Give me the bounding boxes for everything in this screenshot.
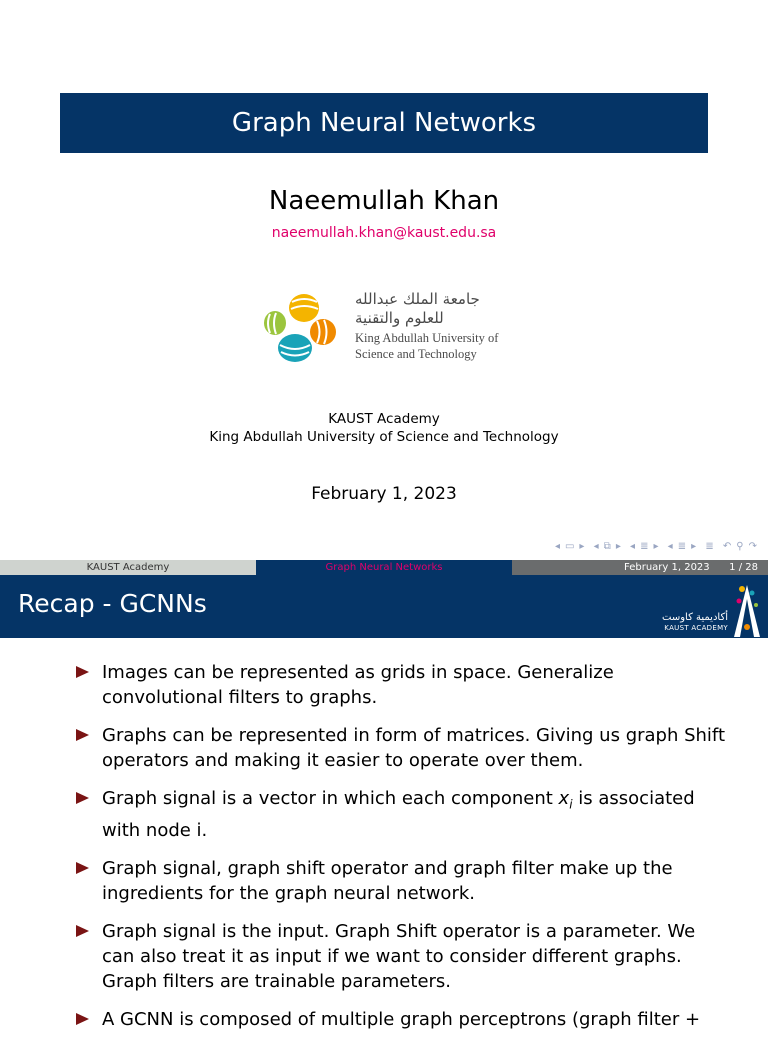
beamer-navigation-bar (553, 541, 760, 552)
presentation-date: February 1, 2023 (311, 484, 457, 504)
section-icon[interactable]: ≣ (640, 541, 650, 552)
frame-title: Recap - GCNNs (18, 589, 207, 618)
back-icon[interactable]: ↶ (722, 541, 733, 552)
bullet-triangle-icon (76, 1013, 89, 1025)
nav-next-doc-icon[interactable]: ▸ (691, 541, 698, 552)
kaust-tower-icon (730, 579, 764, 637)
nav-prev-doc-icon[interactable]: ◂ (667, 541, 674, 552)
logo-english-line1: King Abdullah University of (355, 331, 499, 345)
kaust-emblem-icon (262, 290, 342, 366)
list-item (76, 660, 726, 710)
author-email-link[interactable]: naeemullah.khan@kaust.edu.sa (271, 225, 497, 241)
document-icon[interactable]: ≣ (677, 541, 688, 552)
bullet-text: Graph signal is the input. Graph Shift operator is a parameter. We can also treat it as input if we want to consider different graphs. Graph filters are trainable parameters. (102, 920, 696, 992)
bullet-text: Images can be represented as grids in space. Generalize convolutional filters to graphs. (102, 662, 614, 708)
brand-arabic: أكاديمية كاوست (662, 612, 728, 623)
institution-line1: KAUST Academy (328, 411, 440, 427)
author-name: Naeemullah Khan (268, 186, 500, 216)
subsection-icon[interactable]: ⧉ (603, 541, 612, 552)
slide-title: Graph Neural Networks (231, 108, 537, 138)
frame-header (0, 575, 768, 638)
logo-arabic-line1: جامعة الملك عبدالله (355, 290, 480, 308)
brand-english: KAUST ACADEMY (664, 624, 728, 632)
footer-institution: KAUST Academy (0, 560, 256, 575)
frame-icon[interactable]: ▭ (564, 541, 576, 552)
nav-next-subsection-icon[interactable]: ▸ (615, 541, 622, 552)
bullet-list (76, 660, 726, 1045)
footer-title: Graph Neural Networks (256, 560, 512, 575)
bullet-text-before: Graph signal is a vector in which each component (102, 788, 559, 809)
slide-title-box (60, 93, 708, 153)
nav-next-frame-icon[interactable]: ▸ (579, 541, 586, 552)
footer-date: February 1, 2023 (624, 562, 710, 573)
bullet-triangle-icon (76, 862, 89, 874)
search-icon[interactable]: ⚲ (736, 541, 745, 552)
bullet-text: Graph signal, graph shift operator and graph filter make up the ingredients for the graph neural network. (102, 857, 673, 904)
bullet-triangle-icon (76, 729, 89, 741)
nav-prev-section-icon[interactable]: ◂ (630, 541, 637, 552)
nav-prev-subsection-icon[interactable]: ◂ (593, 541, 600, 552)
bullet-text: Graphs can be represented in form of matrices. Giving us graph Shift operators and making it easier to operate over them. (102, 725, 726, 771)
math-subscript: i (569, 797, 573, 812)
list-item (76, 856, 726, 906)
bullet-triangle-icon (76, 925, 89, 937)
footer-info (512, 560, 768, 575)
bullet-text-after: is associated with node i. (102, 788, 695, 841)
institution-line2: King Abdullah University of Science and Technology (209, 429, 559, 445)
logo-english-line2: Science and Technology (355, 347, 477, 361)
list-item (76, 919, 726, 994)
forward-icon[interactable]: ↷ (748, 541, 758, 552)
list-item (76, 1007, 726, 1032)
toc-icon[interactable]: ≣ (705, 541, 715, 552)
kaust-academy-brand (662, 612, 728, 633)
bullet-triangle-icon (76, 792, 89, 804)
institution (0, 410, 768, 446)
math-variable: x (558, 788, 570, 809)
nav-prev-frame-icon[interactable]: ◂ (554, 541, 561, 552)
bullet-text: A GCNN is composed of multiple graph perceptrons (graph filter + (102, 1008, 701, 1030)
logo-text (355, 290, 515, 362)
list-item (76, 786, 726, 843)
bullet-triangle-icon (76, 666, 89, 678)
footer-page-number: 1 / 28 (729, 562, 758, 573)
nav-next-section-icon[interactable]: ▸ (653, 541, 660, 552)
list-item (76, 723, 726, 773)
slide-footer (0, 560, 768, 575)
kaust-logo (262, 290, 512, 366)
logo-arabic-line2: للعلوم والتقنية (355, 309, 444, 327)
